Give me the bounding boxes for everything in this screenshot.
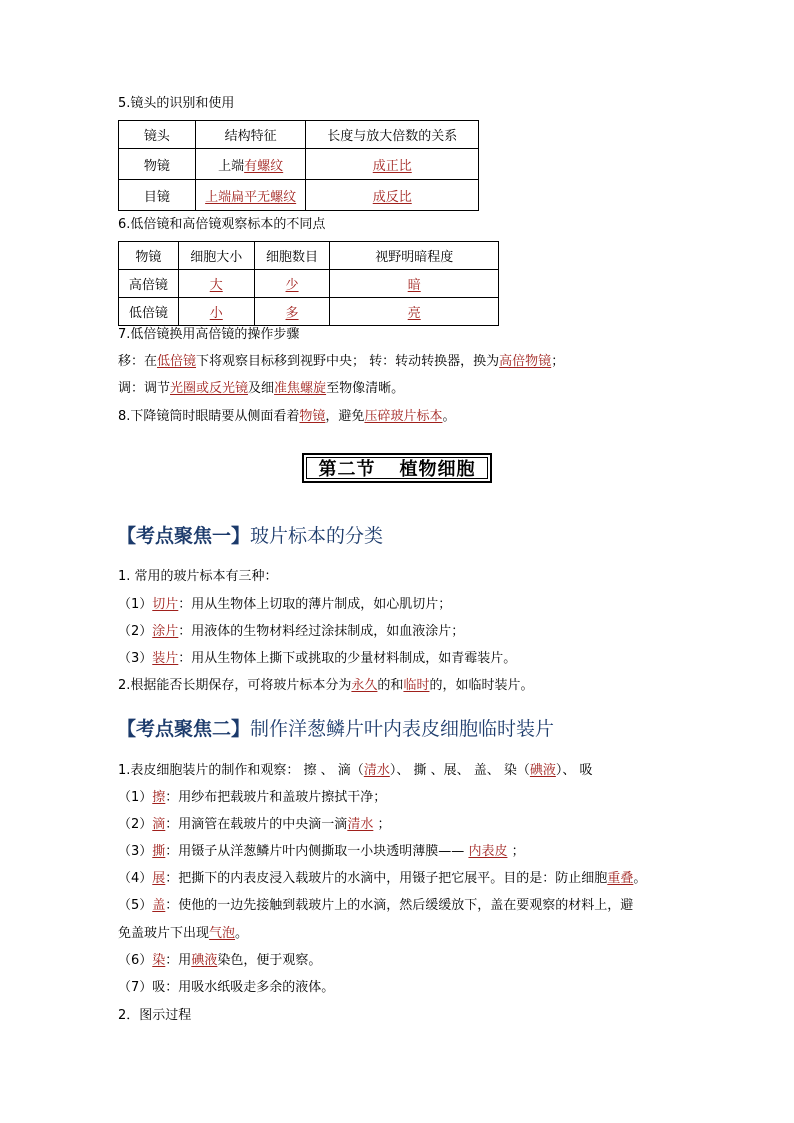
paragraph-line xyxy=(118,925,248,943)
answer-text: 切片 xyxy=(152,597,179,612)
answer-text: 物镜 xyxy=(299,409,326,424)
answer-text: 有螺纹 xyxy=(244,158,284,174)
table-cell xyxy=(330,270,499,298)
text: 2.根据能否长期保存，可将玻片标本分为 xyxy=(118,678,352,693)
text: 调：调节 xyxy=(118,381,171,396)
answer-text: 涂片 xyxy=(152,624,179,639)
table-header-cell: 物镜 xyxy=(119,242,179,270)
table-header-cell: 结构特征 xyxy=(195,121,306,149)
table-row xyxy=(119,270,499,298)
answer-text: 重叠 xyxy=(607,871,634,886)
answer-text: 准焦螺旋 xyxy=(274,381,327,396)
focus-title: 玻片标本的分类 xyxy=(250,525,384,547)
answer-text: 碘液 xyxy=(191,953,218,968)
table-cell: 目镜 xyxy=(119,180,196,211)
paragraph-line xyxy=(118,843,525,861)
answer-text: 气泡 xyxy=(209,926,236,941)
answer-text: 大 xyxy=(209,278,223,293)
text: ：用镊子从洋葱鳞片叶内侧撕取一小块透明薄膜—— xyxy=(165,844,469,859)
focus-2-heading xyxy=(117,714,554,741)
text: ：用从生物体上撕下或挑取的少量材料制成，如青霉装片。 xyxy=(178,651,517,666)
paragraph-line xyxy=(118,677,533,695)
answer-text: 撕 xyxy=(152,844,166,859)
text: ）、 吸 xyxy=(555,763,593,778)
text: ，避免 xyxy=(325,409,365,424)
answer-text: 亮 xyxy=(407,306,421,321)
text: ）、 撕 、展、 盖、 染（ xyxy=(389,763,530,778)
answer-text: 装片 xyxy=(152,651,179,666)
answer-text: 染 xyxy=(152,953,166,968)
paragraph-line xyxy=(118,762,593,780)
text: （3） xyxy=(118,844,153,859)
text: 及细 xyxy=(248,381,275,396)
answer-text: 清水 xyxy=(363,763,390,778)
section-title xyxy=(306,457,488,479)
text: 。 xyxy=(442,409,456,424)
text: （1） xyxy=(118,597,153,612)
text: 的，如临时装片。 xyxy=(429,678,534,693)
text: ：用纱布把载玻片和盖玻片擦拭干净； xyxy=(165,790,387,805)
focus-title: 制作洋葱鳞片叶内表皮细胞临时装片 xyxy=(250,718,555,740)
paragraph-line xyxy=(118,353,564,371)
text: ：用滴管在载玻片的中央滴一滴 xyxy=(165,817,348,832)
text: （3） xyxy=(118,651,153,666)
text: ：把撕下的内表皮浸入载玻片的水滴中，用镊子把它展平。目的是：防止细胞 xyxy=(165,871,608,886)
text: （4） xyxy=(118,871,153,886)
paragraph-line: 2．图示过程 xyxy=(118,1008,192,1023)
lens-table xyxy=(118,120,479,211)
table-header-cell: 视野明暗程度 xyxy=(330,242,499,270)
answer-text: 盖 xyxy=(152,898,166,913)
text: ； xyxy=(507,844,525,859)
text: 下将观察目标移到视野中央； 转：转动转换器，换为 xyxy=(196,354,500,369)
section-title-box xyxy=(302,453,492,483)
answer-text: 高倍物镜 xyxy=(499,354,552,369)
text: ：使他的一边先接触到载玻片上的水滴，然后缓缓放下，盖在要观察的材料上，避 xyxy=(165,898,634,913)
paragraph-line xyxy=(118,408,455,426)
section-5-heading: 5.镜头的识别和使用 xyxy=(118,96,235,111)
focus-label: 【考点聚焦二】 xyxy=(117,718,251,740)
table-header-cell: 细胞数目 xyxy=(254,242,330,270)
text: 。 xyxy=(633,871,647,886)
table-cell xyxy=(254,270,330,298)
table-row xyxy=(119,149,479,180)
section-number: 第二节 xyxy=(318,459,376,480)
table-cell xyxy=(178,298,254,326)
paragraph-line xyxy=(118,789,386,807)
paragraph-line xyxy=(118,870,646,888)
section-7-heading: 7.低倍镜换用高倍镜的操作步骤 xyxy=(118,327,300,342)
answer-text: 多 xyxy=(285,306,299,321)
answer-text: 暗 xyxy=(407,278,421,293)
table-header-cell: 长度与放大倍数的关系 xyxy=(306,121,479,149)
cell-text: 上端 xyxy=(218,158,245,174)
table-row xyxy=(119,298,499,326)
text: 1.表皮细胞装片的制作和观察： 擦 、 滴（ xyxy=(118,763,364,778)
table-header-row xyxy=(119,242,499,270)
answer-text: 成正比 xyxy=(372,158,412,174)
text: （1） xyxy=(118,790,153,805)
text: 免盖玻片下出现 xyxy=(118,926,210,941)
answer-text: 永久 xyxy=(351,678,378,693)
text: 8.下降镜筒时眼睛要从侧面看着 xyxy=(118,409,300,424)
text: ； xyxy=(373,817,391,832)
focus-label: 【考点聚焦一】 xyxy=(117,525,251,547)
text: （6） xyxy=(118,953,153,968)
table-header-row xyxy=(119,121,479,149)
text: （2） xyxy=(118,817,153,832)
answer-text: 少 xyxy=(285,278,299,293)
answer-text: 清水 xyxy=(347,817,374,832)
text: 。 xyxy=(235,926,249,941)
answer-text: 临时 xyxy=(403,678,430,693)
paragraph-line xyxy=(118,380,404,398)
answer-text: 展 xyxy=(152,871,166,886)
text: ：用从生物体上切取的薄片制成，如心肌切片； xyxy=(178,597,452,612)
text: ：用液体的生物材料经过涂抹制成，如血液涂片； xyxy=(178,624,465,639)
paragraph-line xyxy=(118,952,321,970)
text: （2） xyxy=(118,624,153,639)
text: 的和 xyxy=(377,678,404,693)
answer-text: 上端扁平无螺纹 xyxy=(205,189,297,205)
text: 染色，便于观察。 xyxy=(217,953,322,968)
answer-text: 擦 xyxy=(152,790,166,805)
magnification-table xyxy=(118,241,499,326)
answer-text: 成反比 xyxy=(372,189,412,205)
text: （5） xyxy=(118,898,153,913)
table-cell: 高倍镜 xyxy=(119,270,179,298)
answer-text: 内表皮 xyxy=(468,844,508,859)
answer-text: 光圈或反光镜 xyxy=(170,381,249,396)
paragraph-line xyxy=(118,596,451,614)
table-cell xyxy=(254,298,330,326)
paragraph-line: （7）吸：用吸水纸吸走多余的液体。 xyxy=(118,980,335,995)
answer-text: 滴 xyxy=(152,817,166,832)
answer-text: 压碎玻片标本 xyxy=(364,409,443,424)
answer-text: 低倍镜 xyxy=(157,354,197,369)
table-cell: 物镜 xyxy=(119,149,196,180)
paragraph-line: 1. 常用的玻片标本有三种： xyxy=(118,569,278,584)
table-header-cell: 细胞大小 xyxy=(178,242,254,270)
table-cell xyxy=(178,270,254,298)
section-name: 植物细胞 xyxy=(399,459,476,480)
paragraph-line xyxy=(118,650,516,668)
text: 移：在 xyxy=(118,354,158,369)
text: ：用 xyxy=(165,953,192,968)
answer-text: 小 xyxy=(209,306,223,321)
text: 至物像清晰。 xyxy=(326,381,405,396)
paragraph-line xyxy=(118,816,390,834)
section-6-heading: 6.低倍镜和高倍镜观察标本的不同点 xyxy=(118,217,326,232)
table-row xyxy=(119,180,479,211)
table-cell xyxy=(330,298,499,326)
table-header-cell: 镜头 xyxy=(119,121,196,149)
table-cell: 低倍镜 xyxy=(119,298,179,326)
text: ； xyxy=(551,354,565,369)
paragraph-line xyxy=(118,623,464,641)
table-cell xyxy=(195,180,306,211)
table-cell xyxy=(306,149,479,180)
answer-text: 碘液 xyxy=(529,763,556,778)
focus-1-heading xyxy=(117,521,383,548)
table-cell xyxy=(306,180,479,211)
table-cell xyxy=(195,149,306,180)
paragraph-line xyxy=(118,897,633,915)
